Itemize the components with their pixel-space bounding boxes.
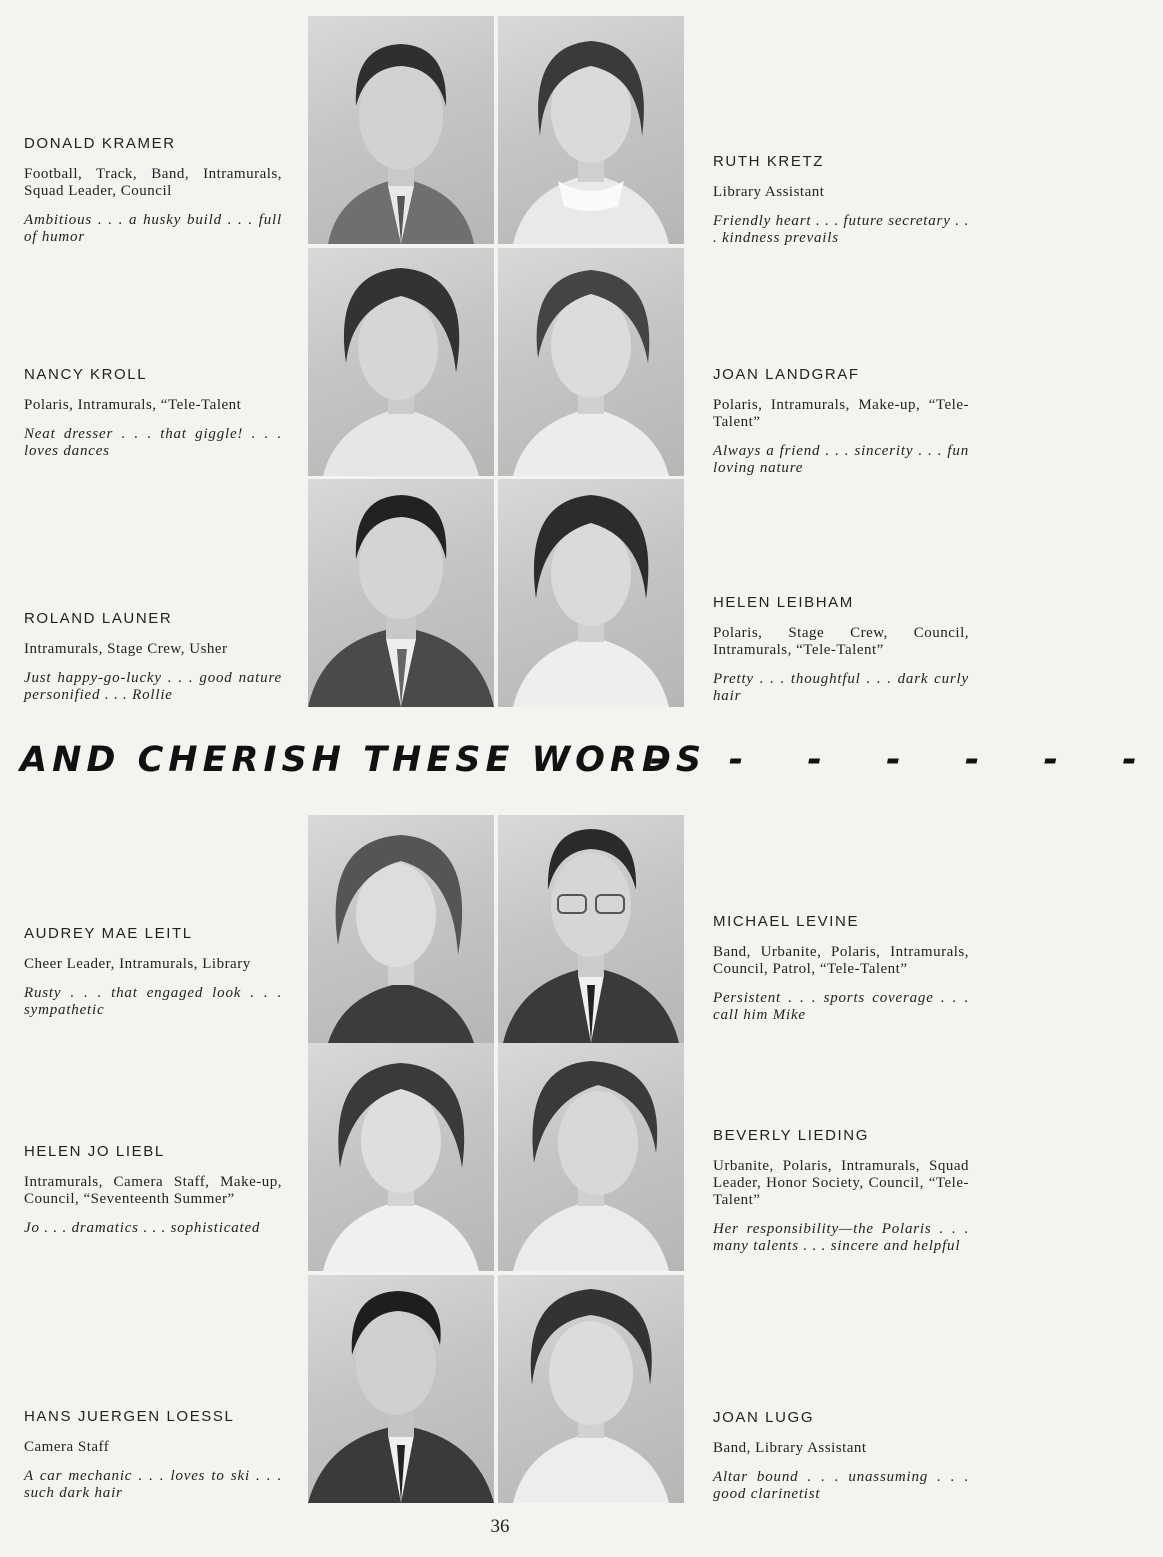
student-description: Neat dresser . . . that giggle! . . . loves dances (24, 426, 282, 459)
student-entry (713, 594, 969, 705)
student-description: Pretty . . . thoughtful . . . dark curly hair (713, 671, 969, 704)
student-activities: Band, Urbanite, Polaris, Intramurals, Council, Patrol, “Tele-Talent” (713, 944, 969, 977)
student-portrait (308, 16, 494, 244)
student-name: HELEN LEIBHAM (713, 594, 854, 611)
student-entry (713, 153, 969, 247)
banner-text: AND CHERISH THESE WORDS (20, 740, 707, 780)
section-banner (20, 740, 1163, 790)
student-portrait (308, 248, 494, 476)
student-portrait (308, 1275, 494, 1503)
student-portrait (308, 1043, 494, 1271)
student-activities: Intramurals, Camera Staff, Make-up, Council, “Seventeenth Summer” (24, 1174, 282, 1207)
page-number: 36 (490, 1516, 510, 1537)
student-portrait (498, 16, 684, 244)
student-description: Just happy-go-lucky . . . good nature personified . . . Rollie (24, 670, 282, 703)
student-activities: Library Assistant (713, 184, 825, 200)
student-description: Jo . . . dramatics . . . sophisticated (24, 1220, 261, 1236)
student-entry (713, 913, 969, 1024)
student-name: BEVERLY LIEDING (713, 1127, 869, 1144)
student-name: NANCY KROLL (24, 366, 148, 383)
student-activities: Polaris, Stage Crew, Council, Intramurals, “Tele-Talent” (713, 625, 969, 658)
student-entry (713, 1409, 969, 1503)
student-name: HANS JUERGEN LOESSL (24, 1408, 235, 1425)
student-entry (713, 366, 969, 477)
student-name: ROLAND LAUNER (24, 610, 173, 627)
student-activities: Cheer Leader, Intramurals, Library (24, 956, 251, 972)
student-name: MICHAEL LEVINE (713, 913, 860, 930)
student-activities: Camera Staff (24, 1439, 110, 1455)
banner-dashes: - - - - - - - (650, 740, 1163, 780)
student-activities: Urbanite, Polaris, Intramurals, Squad Leader, Honor Society, Council, “Tele-Talent” (713, 1158, 969, 1208)
student-name: HELEN JO LIEBL (24, 1143, 165, 1160)
student-portrait (498, 479, 684, 707)
student-name: JOAN LUGG (713, 1409, 815, 1426)
student-description: Always a friend . . . sincerity . . . fun loving nature (713, 443, 969, 476)
student-activities: Intramurals, Stage Crew, Usher (24, 641, 228, 657)
student-description: Altar bound . . . unassuming . . . good clarinetist (713, 1469, 969, 1502)
student-portrait (308, 479, 494, 707)
student-portrait (498, 1275, 684, 1503)
student-description: Her responsibility—the Polaris . . . many talents . . . sincere and helpful (713, 1221, 969, 1254)
student-activities: Band, Library Assistant (713, 1440, 867, 1456)
student-entry (24, 925, 282, 1019)
student-activities: Football, Track, Band, Intramurals, Squad Leader, Council (24, 166, 282, 199)
student-description: Persistent . . . sports coverage . . . call him Mike (713, 990, 969, 1023)
student-activities: Polaris, Intramurals, Make-up, “Tele-Talent” (713, 397, 969, 430)
student-description: A car mechanic . . . loves to ski . . . such dark hair (24, 1468, 282, 1501)
student-portrait (308, 815, 494, 1043)
student-entry (24, 135, 282, 246)
student-entry (713, 1127, 969, 1255)
student-entry (24, 366, 282, 460)
student-portrait (498, 1043, 684, 1271)
student-entry (24, 1408, 282, 1502)
student-description: Ambitious . . . a husky build . . . full of humor (24, 212, 282, 245)
student-description: Friendly heart . . . future secretary . . . kindness prevails (713, 213, 969, 246)
student-portrait (498, 248, 684, 476)
student-entry (24, 610, 282, 704)
student-name: JOAN LANDGRAF (713, 366, 860, 383)
student-portrait (498, 815, 684, 1043)
student-activities: Polaris, Intramurals, “Tele-Talent (24, 397, 242, 413)
student-name: RUTH KRETZ (713, 153, 824, 170)
student-description: Rusty . . . that engaged look . . . sympathetic (24, 985, 282, 1018)
student-name: AUDREY MAE LEITL (24, 925, 193, 942)
student-entry (24, 1143, 282, 1237)
student-name: DONALD KRAMER (24, 135, 176, 152)
